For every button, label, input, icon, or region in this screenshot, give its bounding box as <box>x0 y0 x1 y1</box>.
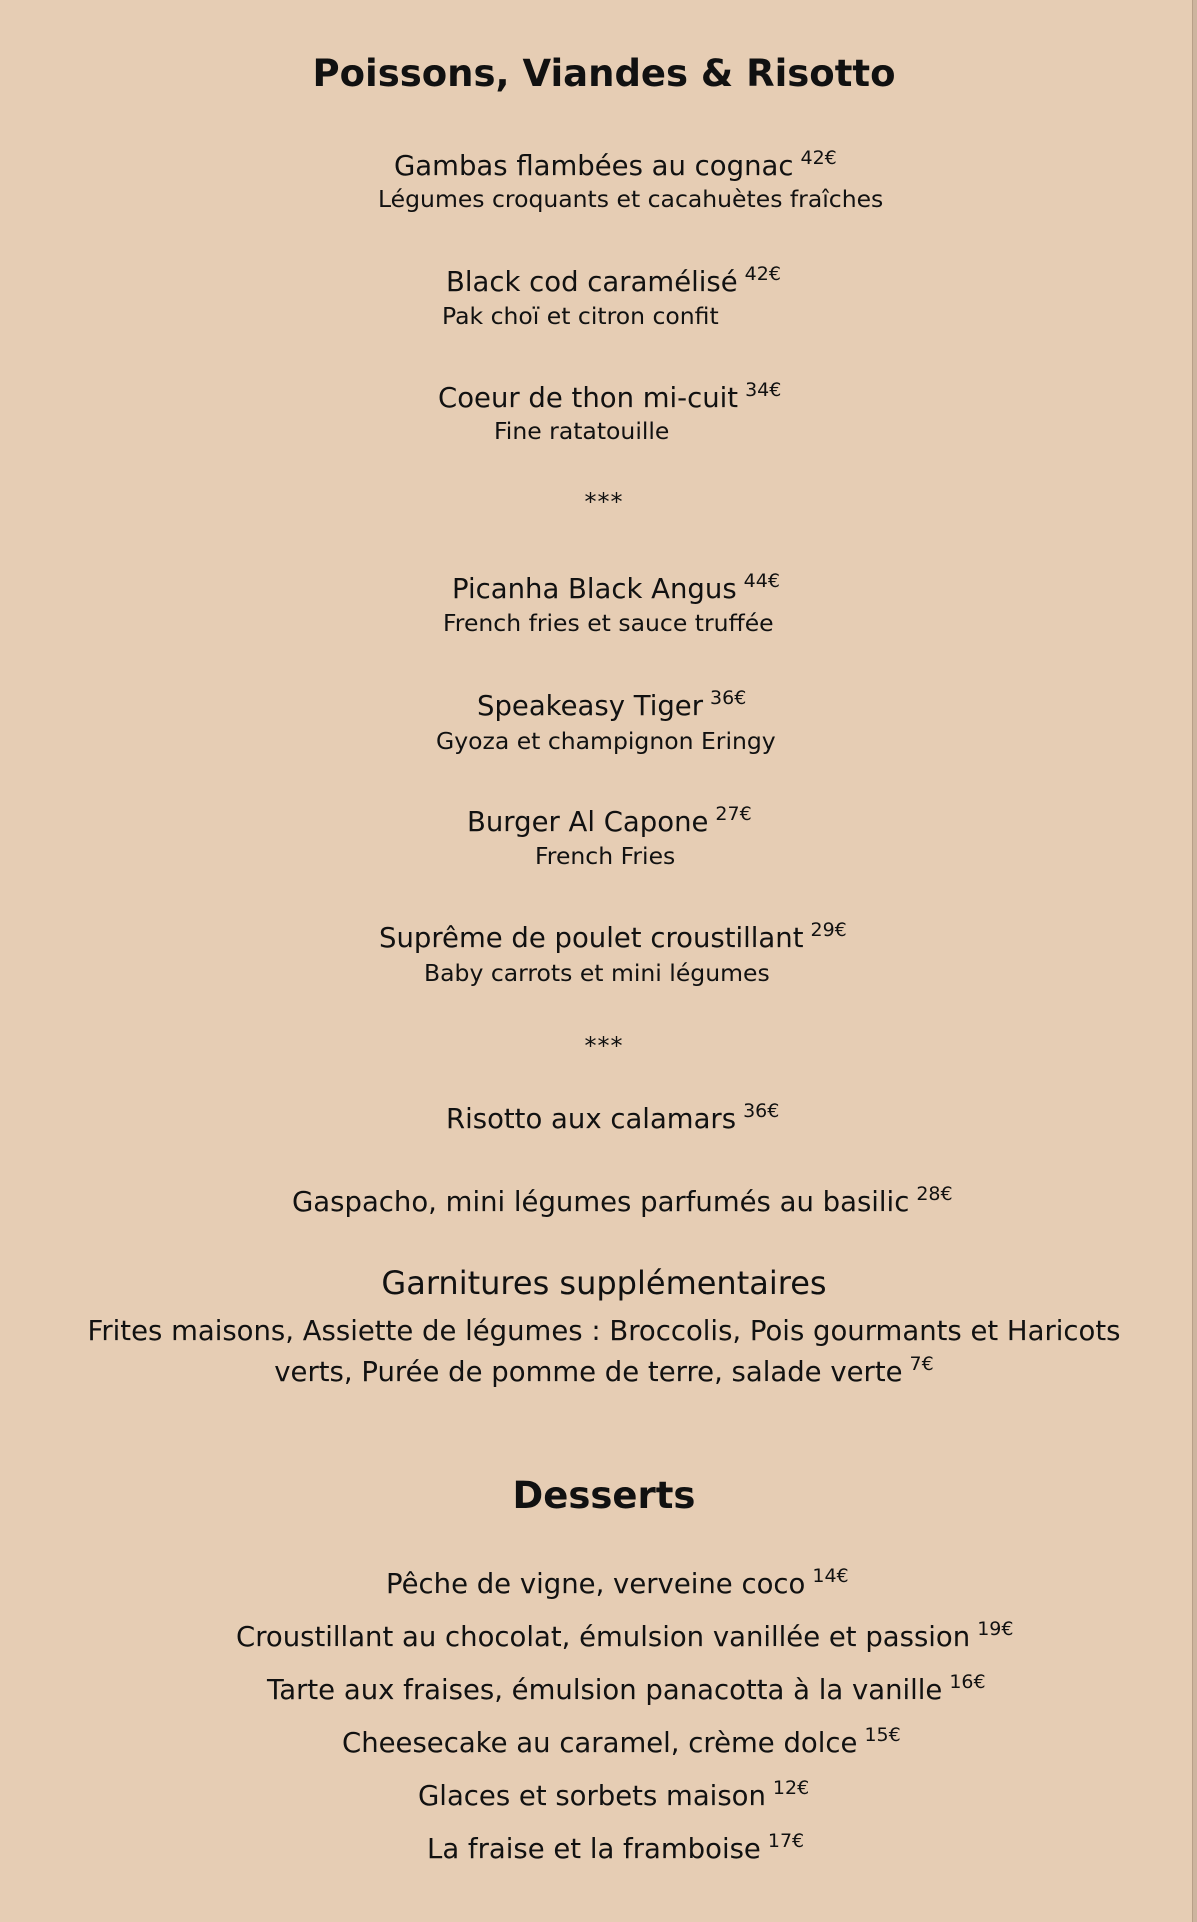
separator-stars: *** <box>584 1032 624 1060</box>
dish-price: 27€ <box>715 803 752 825</box>
dish-price: 36€ <box>710 687 747 709</box>
garnitures-text: verts, Purée de pomme de terre, salade verte <box>274 1356 903 1388</box>
dessert-price: 17€ <box>767 1830 805 1852</box>
dish-description: Pak choï et citron confit <box>442 302 719 330</box>
dessert-name: Pêche de vigne, verveine coco <box>386 1568 806 1600</box>
dish-thon <box>438 379 1197 414</box>
dish-speakeasy-tiger <box>477 687 1197 722</box>
dish-name: Picanha Black Angus <box>452 573 737 605</box>
garnitures-price: 7€ <box>909 1353 934 1375</box>
dish-description: French Fries <box>535 842 676 870</box>
dish-name: Suprême de poulet croustillant <box>379 922 804 954</box>
dish-gaspacho <box>292 1183 1197 1218</box>
dessert-name: La fraise et la framboise <box>427 1833 761 1865</box>
dessert-name: Tarte aux fraises, émulsion panacotta à la vanille <box>267 1674 943 1706</box>
dish-price: 42€ <box>744 263 781 285</box>
dessert-price: 15€ <box>864 1724 901 1746</box>
dish-name: Coeur de thon mi-cuit <box>438 382 739 414</box>
section-title-desserts: Desserts <box>512 1474 696 1517</box>
dessert-name: Glaces et sorbets maison <box>418 1780 766 1812</box>
dessert-name: Cheesecake au caramel, crème dolce <box>342 1727 858 1759</box>
dish-price: 28€ <box>916 1183 953 1205</box>
dish-name: Speakeasy Tiger <box>477 690 704 722</box>
section-title-garnitures: Garnitures supplémentaires <box>381 1264 827 1302</box>
dish-price: 42€ <box>800 147 837 169</box>
dish-name: Burger Al Capone <box>467 806 709 838</box>
dish-name: Gambas flambées au cognac <box>394 150 794 182</box>
dish-description: Légumes croquants et cacahuètes fraîches <box>378 185 884 213</box>
dish-price: 44€ <box>743 570 780 592</box>
dish-price: 29€ <box>810 919 847 941</box>
dessert-name: Croustillant au chocolat, émulsion vanillée et passion <box>236 1621 971 1653</box>
dessert-price: 19€ <box>977 1618 1014 1640</box>
separator-stars: *** <box>584 488 624 516</box>
garnitures-line-2 <box>0 1353 1197 1388</box>
dish-description: French fries et sauce truffée <box>443 609 774 637</box>
garnitures-line-1: Frites maisons, Assiette de légumes : Broccolis, Pois gourmants et Haricots <box>87 1315 1121 1347</box>
dish-name: Risotto aux calamars <box>446 1103 737 1135</box>
dish-price: 36€ <box>743 1100 780 1122</box>
dessert-item <box>427 1830 1197 1865</box>
dish-description: Fine ratatouille <box>494 417 670 445</box>
dish-picanha <box>452 570 1197 605</box>
dish-description: Baby carrots et mini légumes <box>424 959 770 987</box>
dessert-price: 14€ <box>812 1565 849 1587</box>
dessert-item <box>386 1565 1197 1600</box>
dish-name: Gaspacho, mini légumes parfumés au basilic <box>292 1186 910 1218</box>
dish-name: Black cod caramélisé <box>446 266 738 298</box>
dessert-price: 16€ <box>949 1671 986 1693</box>
dessert-price: 12€ <box>772 1777 810 1799</box>
dessert-item <box>418 1777 1197 1812</box>
dessert-item <box>267 1671 1197 1706</box>
dessert-item <box>236 1618 1197 1653</box>
dish-risotto <box>446 1100 1197 1135</box>
dish-poulet <box>379 919 1197 954</box>
dish-burger <box>467 803 1197 838</box>
dish-description: Gyoza et champignon Eringy <box>436 727 776 755</box>
dish-price: 34€ <box>745 379 782 401</box>
section-title-poissons: Poissons, Viandes & Risotto <box>312 52 896 95</box>
dessert-item <box>342 1724 1197 1759</box>
dish-black-cod <box>446 263 1197 298</box>
dish-gambas <box>394 147 1197 182</box>
